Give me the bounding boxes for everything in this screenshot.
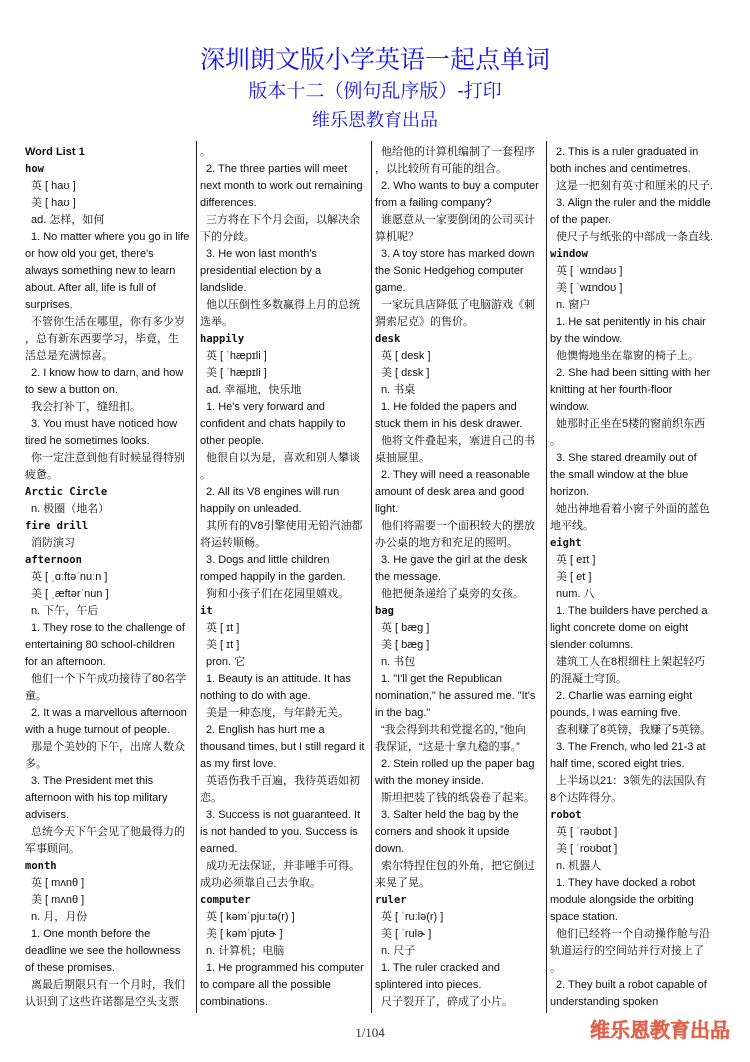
text-line: 美 [ haʊ ] [31, 197, 76, 209]
text-line: happily on unleaded. [200, 503, 302, 515]
text-line: 英 [ ˈwɪndəʊ ] [556, 265, 623, 277]
text-line: entertaining 80 school-children [25, 639, 175, 651]
text-line: 美 [ dɛsk ] [381, 367, 430, 379]
text-line: earned. [200, 843, 238, 855]
text-line: differences. [200, 197, 257, 209]
text-line: corners and shook it upside [375, 826, 510, 838]
text-line: 查利赚了8英镑，我赚了5英镑。 [556, 724, 712, 736]
headword: window [550, 248, 588, 260]
page-number: 1/104 [355, 1025, 385, 1040]
text-line: num. 八 [556, 588, 595, 600]
text-line: by the window. [550, 333, 623, 345]
text-line: 1. The ruler cracked and [381, 962, 501, 974]
text-line: 成功无法保证，并非唾手可得。 [206, 860, 360, 872]
text-line: understanding spoken [550, 996, 659, 1008]
text-line: 美 [ et ] [556, 571, 592, 583]
text-line: 他给他的计算机编制了一套程序 [381, 146, 535, 158]
text-line: 他以压倒性多数赢得上月的总统 [206, 299, 360, 311]
text-line: 狗和小孩子们在花园里嬉戏。 [206, 588, 349, 600]
text-line: 1. He sat penitently in his chair [556, 316, 706, 328]
text-line: 2. They built a robot capable of [556, 979, 707, 991]
text-line: 英 [ bæg ] [381, 622, 430, 634]
text-line: n. 尺子 [381, 945, 416, 957]
text-line: 3. He gave the girl at the desk [381, 554, 528, 566]
text-line: game. [375, 282, 406, 294]
text-line: 英 [ ˈruːlə(r) ] [381, 911, 444, 923]
text-line: 3. A toy store has marked down [381, 248, 535, 260]
text-line: from a failing company? [375, 197, 492, 209]
text-line: 他们已经将一个自动操作舱与沿 [556, 928, 710, 940]
headword: happily [200, 333, 245, 345]
text-line: the small window at the blue [550, 469, 689, 481]
text-line: 你一定注意到他有时候显得特别 [31, 452, 185, 464]
text-line: always something new to learn [25, 265, 176, 277]
text-line: n. 极圈（地名） [31, 503, 110, 515]
text-line: advisers. [25, 809, 70, 821]
text-line: 斯坦把装了钱的纸袋卷了起来。 [381, 792, 535, 804]
headword: afternoon [25, 554, 82, 566]
text-line: 2. The three parties will meet [206, 163, 348, 175]
text-line: 美是一种态度，与年龄无关。 [206, 707, 349, 719]
text-line: 恋。 [200, 792, 222, 804]
text-line: thousand times, but I still regard it [200, 741, 365, 753]
text-line: 活总是充满惊喜。 [25, 350, 113, 362]
text-line: 他将文件叠起来，塞进自己的书 [381, 435, 535, 447]
document-subtitle: 版本十二（例句乱序版）-打印 [248, 81, 502, 102]
text-line: 美 [ ɪt ] [206, 639, 240, 651]
text-line: 美 [ ˈroʊbɑt ] [556, 843, 618, 855]
text-line: with a huge turnout of people. [25, 724, 170, 736]
headword: it [200, 605, 213, 617]
text-line: 上半场以21：3领先的法国队有 [556, 775, 707, 787]
text-line: 下的分歧。 [200, 231, 255, 243]
text-line: 1. The builders have perched a [556, 605, 708, 617]
text-line: combinations. [200, 996, 268, 1008]
text-line: space station. [550, 911, 618, 923]
text-line: down. [375, 843, 405, 855]
text-line: 2. Charlie was earning eight [556, 690, 693, 702]
text-line: 2. They will need a reasonable [381, 469, 531, 481]
text-line: module alongside the orbiting [550, 894, 694, 906]
text-line: of these promises. [25, 962, 115, 974]
text-line: 认识到了这些许诺都是空头支票 [25, 996, 179, 1008]
text-line: 美 [ ˌæftərˈnun ] [31, 588, 109, 600]
text-line: nomination," he assured me. "It's [375, 690, 536, 702]
text-line: n. 书桌 [381, 384, 416, 396]
text-line: the message. [375, 571, 442, 583]
text-line: 英 [ ˌɑːftəˈnuːn ] [31, 571, 108, 583]
text-line: half time, scored eight tries. [550, 758, 685, 770]
text-line: 他懊悔地坐在靠窗的椅子上。 [556, 350, 699, 362]
text-line: deadline we see the hollowness [25, 945, 181, 957]
text-line: 其所有的V8引擎使用无铅汽油都 [206, 520, 363, 532]
text-line: 3. She stared dreamily out of [556, 452, 697, 464]
text-line: 他很自以为是，喜欢和别人攀谈 [206, 452, 360, 464]
text-line: ad. 怎样，如何 [31, 214, 105, 226]
text-line: 桌抽屉里。 [375, 452, 430, 464]
text-line: 她出神地看着小窗子外面的蓝色 [556, 503, 710, 515]
headword: how [25, 163, 44, 175]
text-line: 。 [550, 435, 561, 447]
text-column [375, 144, 545, 1011]
text-line: 3. Salter held the bag by the [381, 809, 519, 821]
text-line: n. 机器人 [556, 860, 602, 872]
column-divider [196, 141, 197, 1013]
watermark-logo: 维乐恩教育出品 [590, 1020, 730, 1042]
text-line: in the bag." [375, 707, 431, 719]
text-line: 来晃了晃。 [375, 877, 430, 889]
text-line: 。 [200, 469, 211, 481]
text-line: 他们一个下午成功接待了80名学 [31, 673, 187, 685]
text-line: for an afternoon. [25, 656, 106, 668]
text-line: 1. He folded the papers and [381, 401, 517, 413]
text-line: 谁愿意从一家要倒闭的公司买计 [381, 214, 535, 226]
text-line: the Sonic Hedgehog computer [375, 265, 524, 277]
text-line: 美 [ mʌnθ ] [31, 894, 85, 906]
text-line: 英 [ mʌnθ ] [31, 877, 85, 889]
text-line: 疲惫。 [25, 469, 58, 481]
text-line: other people. [200, 435, 265, 447]
text-line: 美 [ bæɡ ] [381, 639, 430, 651]
text-line: to compare all the possible [200, 979, 331, 991]
text-line: ad. 幸福地，快乐地 [206, 384, 302, 396]
text-line: 英 [ desk ] [381, 350, 431, 362]
column-divider [546, 141, 547, 1013]
text-line: landslide. [200, 282, 247, 294]
text-line: 那是个美妙的下午，出席人数众 [31, 741, 185, 753]
text-line: 2. Stein rolled up the paper bag [381, 758, 535, 770]
text-line: 3. Align the ruler and the middle [556, 197, 711, 209]
text-line: 多。 [25, 758, 47, 770]
text-line: 军事顾问。 [25, 843, 80, 855]
text-line: 这是一把刻有英寸和厘米的尺子. [556, 180, 714, 192]
text-line: light. [375, 503, 399, 515]
text-line: 2. All its V8 engines will run [206, 486, 340, 498]
text-line: of the paper. [550, 214, 612, 226]
text-line: 童。 [25, 690, 47, 702]
text-line: 3. The French, who led 21-3 at [556, 741, 706, 753]
text-line: light concrete dome on eight [550, 622, 689, 634]
document-title: 深圳朗文版小学英语一起点单词 [199, 46, 550, 74]
text-line: 英 [ kəmˈpjuːtə(r) ] [206, 911, 295, 923]
text-line: 离最后期限只有一个月时，我们 [31, 979, 185, 991]
text-line: surprises. [25, 299, 73, 311]
text-line: amount of desk area and good [375, 486, 525, 498]
text-line: 英 [ ˈrəʊbɒt ] [556, 826, 618, 838]
headword: month [25, 860, 57, 872]
publisher-line: 维乐恩教育出品 [312, 110, 438, 130]
text-line: 2. Who wants to buy a computer [381, 180, 539, 192]
text-line: 1. One month before the [31, 928, 151, 940]
text-line: 8个达阵得分。 [550, 792, 623, 804]
text-line: 1. "I'll get the Republican [381, 673, 502, 685]
text-line: is not handed to you. Success is [200, 826, 358, 838]
text-line: 英 [ eɪt ] [556, 554, 596, 566]
headword: ruler [375, 894, 407, 906]
text-line: knitting at her fourth-floor [550, 384, 673, 396]
text-line: 1. They rose to the challenge of [31, 622, 185, 634]
text-line: 猬索尼克》的售价。 [375, 316, 474, 328]
text-line: 尺子裂开了，碎成了小片。 [381, 996, 513, 1008]
text-line: or how old you get, there's [25, 248, 154, 260]
text-line: 3. Dogs and little children [206, 554, 330, 566]
text-line: 我保证，“这是十拿九稳的事。” [375, 741, 520, 753]
text-line: 美 [ ˈrulɚ ] [381, 928, 432, 940]
text-line: 英 [ ˈhæpɪli ] [206, 350, 267, 362]
text-line: 他们将需要一个面积较大的摆放 [381, 520, 535, 532]
headword: fire drill [25, 520, 89, 532]
column-divider [371, 141, 372, 1013]
text-line: to sew a button on. [25, 384, 118, 396]
text-line: n. 月，月份 [31, 911, 88, 923]
headword: bag [375, 605, 394, 617]
text-line: 3. He won last month's [206, 248, 317, 260]
text-line: 2. This is a ruler graduated in [556, 146, 699, 158]
text-line: 。 [550, 962, 561, 974]
text-line: horizon. [550, 486, 590, 498]
text-line: romped happily in the garden. [200, 571, 346, 583]
text-line: 成功必须靠自己去争取。 [200, 877, 321, 889]
text-line: 索尔特捏住包的外角，把它倒过 [381, 860, 535, 872]
text-column [25, 144, 195, 1011]
text-line: pounds, I was earning five. [550, 707, 681, 719]
text-column [200, 144, 370, 1011]
text-line: n. 窗户 [556, 299, 591, 311]
text-line: 她那时正坐在5楼的窗前织东西 [556, 418, 706, 430]
text-line: 地平线。 [550, 520, 594, 532]
text-line: n. 计算机；电脑 [206, 945, 285, 957]
text-line: n. 下午，午后 [31, 605, 99, 617]
text-line: 2. It was a marvellous afternoon [31, 707, 187, 719]
text-line: 消防演习 [31, 537, 75, 549]
text-line: slender columns. [550, 639, 634, 651]
text-line: 1. He programmed his computer [206, 962, 364, 974]
text-line: 美 [ kəmˈpjutɚ ] [206, 928, 283, 940]
text-line: presidential election by a [200, 265, 322, 277]
text-line: 的混凝土穹顶。 [550, 673, 627, 685]
headword: robot [550, 809, 582, 821]
text-line: “我会得到共和党提名的，”他向 [381, 724, 526, 736]
text-line: 使尺子与纸张的中部成一条直线. [556, 231, 714, 243]
text-line: 美 [ ˈwɪndoʊ ] [556, 282, 623, 294]
text-line: tired he sometimes looks. [25, 435, 150, 447]
word-list-title: Word List 1 [25, 146, 85, 158]
text-line: 不管你生活在哪里，你有多少岁 [31, 316, 185, 328]
text-line: 美 [ ˈhæpɪli ] [206, 367, 267, 379]
text-line: 他把便条递给了桌旁的女孩。 [381, 588, 524, 600]
text-line: 三方将在下个月会面，以解决余 [206, 214, 360, 226]
text-line: ，总有新东西要学习，毕竟，生 [25, 333, 179, 345]
text-column [550, 144, 720, 1011]
text-line: with the money inside. [375, 775, 484, 787]
text-line: as my first love. [200, 758, 277, 770]
text-line: 2. I know how to darn, and how [31, 367, 184, 379]
text-line: ，以比较所有可能的组合。 [375, 163, 507, 175]
text-line: splintered into pieces. [375, 979, 482, 991]
headword: computer [200, 894, 251, 906]
text-line: stuck them in his desk drawer. [375, 418, 523, 430]
text-line: 2. She had been sitting with her [556, 367, 711, 379]
text-line: n. 书包 [381, 656, 416, 668]
text-line: pron. 它 [206, 656, 246, 668]
text-line: 3. You must have noticed how [31, 418, 178, 430]
text-line: 2. English has hurt me a [206, 724, 325, 736]
text-line: 英语伤我千百遍，我待英语如初 [206, 775, 360, 787]
text-line: 建筑工人在8根细柱上架起轻巧 [556, 656, 706, 668]
text-line: 。 [200, 146, 211, 158]
text-line: nothing to do with age. [200, 690, 311, 702]
text-line: 3. Success is not guaranteed. It [206, 809, 361, 821]
headword: eight [550, 537, 582, 549]
text-line: next month to work out remaining [200, 180, 363, 192]
text-line: both inches and centimetres. [550, 163, 691, 175]
text-line: window. [550, 401, 590, 413]
text-line: 算机呢？ [375, 231, 419, 243]
text-line: 1. They have docked a robot [556, 877, 696, 889]
text-line: 我会打补丁，缝纽扣。 [31, 401, 141, 413]
text-line: 一家玩具店降低了电脑游戏《刺 [381, 299, 535, 311]
text-line: 3. The President met this [31, 775, 154, 787]
headword: Arctic Circle [25, 486, 108, 498]
text-line: 英 [ haʊ ] [31, 180, 76, 192]
text-line: 将运转顺畅。 [200, 537, 266, 549]
text-line: 1. He's very forward and [206, 401, 325, 413]
text-line: confident and chats happily to [200, 418, 346, 430]
text-line: 选举。 [200, 316, 233, 328]
text-line: 1. No matter where you go in life [31, 231, 190, 243]
text-line: 办公桌的地方和充足的照明。 [375, 537, 518, 549]
text-line: 英 [ ɪt ] [206, 622, 240, 634]
text-line: 总统今天下午会见了他最得力的 [31, 826, 185, 838]
text-line: about. After all, life is full of [25, 282, 156, 294]
text-line: 1. Beauty is an attitude. It has [206, 673, 351, 685]
text-line: afternoon with his top military [25, 792, 168, 804]
headword: desk [375, 333, 401, 345]
text-line: 轨道运行的空间站并行对接上了 [550, 945, 704, 957]
